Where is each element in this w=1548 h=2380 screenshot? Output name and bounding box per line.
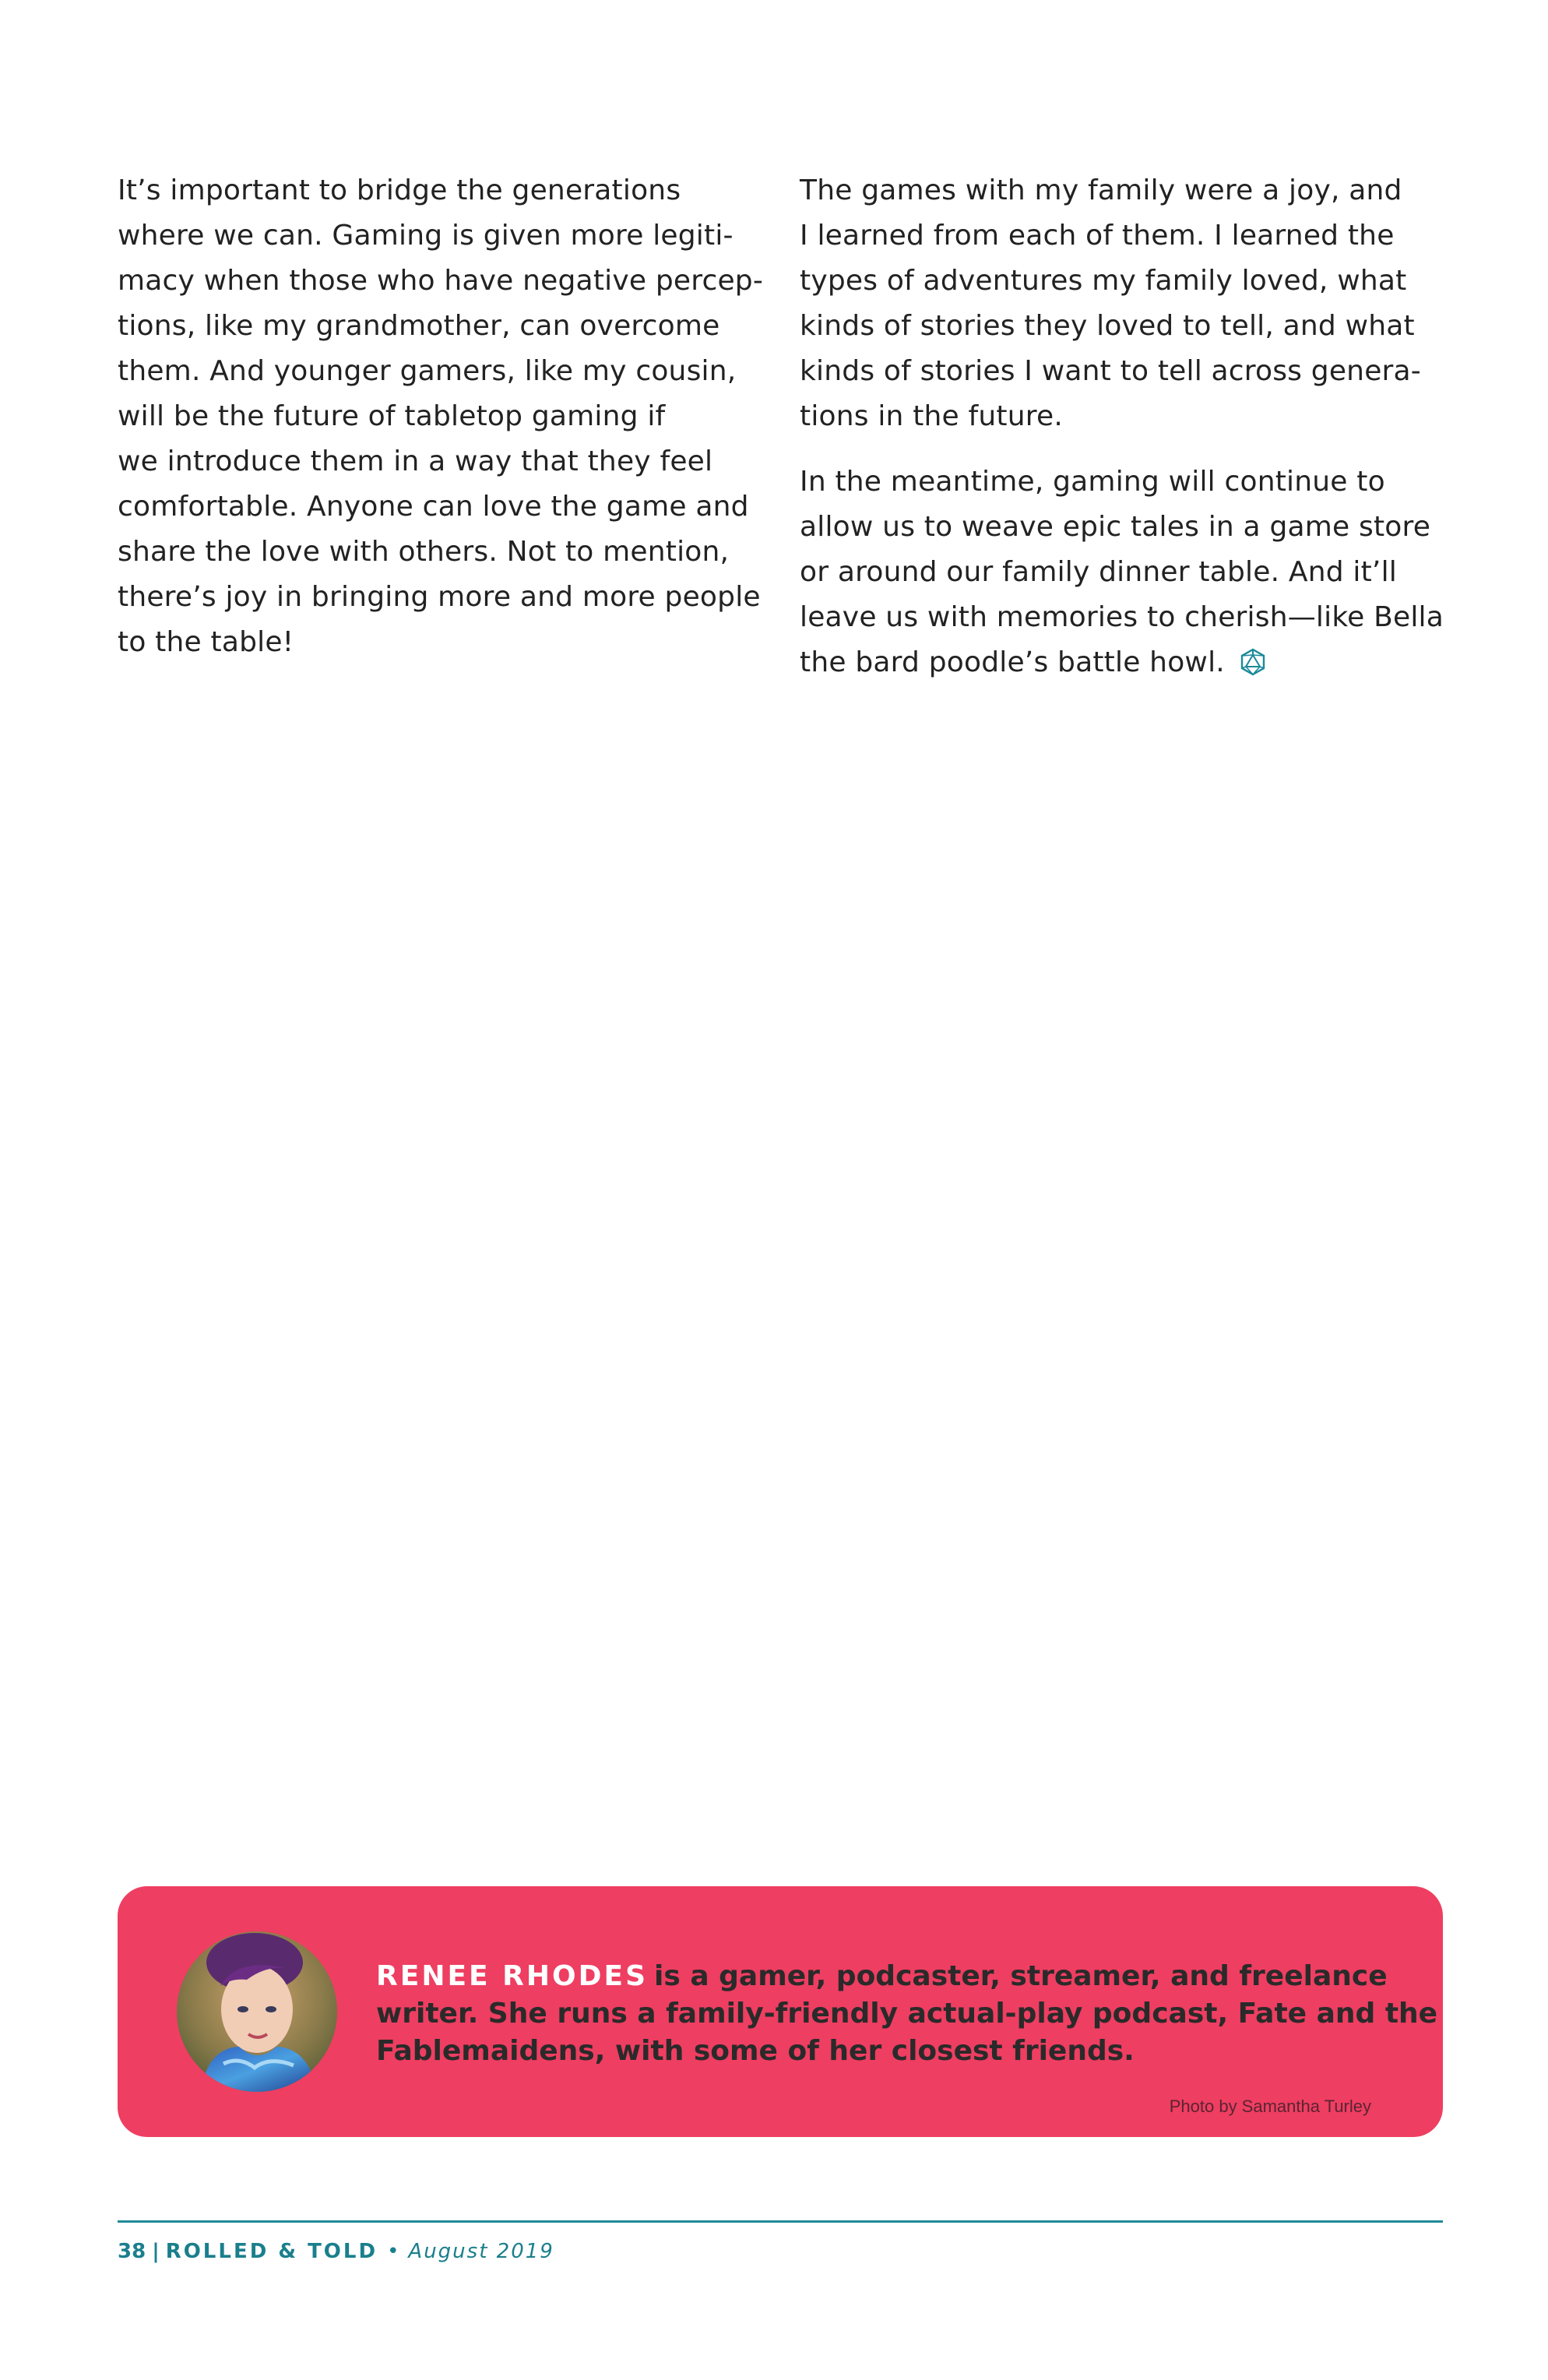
bio-line-text: is a gamer, podcaster, streamer, and freelance (654, 1960, 1388, 1992)
article-left-column (118, 168, 764, 685)
page-footer (118, 2240, 554, 2263)
text-line: tions in the future. (800, 400, 1063, 432)
author-avatar (177, 1931, 337, 2092)
footer-divider (118, 2220, 1443, 2223)
text-line: macy when those who have negative percep- (118, 265, 764, 297)
text-line: to the table! (118, 626, 294, 658)
text-line (800, 640, 1446, 685)
text-line: It’s important to bridge the generations (118, 174, 681, 206)
magazine-title: ROLLED & TOLD (165, 2240, 378, 2263)
page-number: 38 (118, 2240, 146, 2263)
bio-line: Fablemaidens, with some of her closest friends. (376, 2035, 1135, 2067)
footer-bullet: • (387, 2240, 399, 2263)
text-line: kinds of stories they loved to tell, and what (800, 310, 1415, 342)
footer-separator: | (152, 2240, 160, 2263)
text-line: kinds of stories I want to tell across genera- (800, 355, 1422, 387)
text-line-content: the bard poodle’s battle howl. (800, 646, 1225, 678)
text-line: tions, like my grandmother, can overcome (118, 310, 720, 342)
paragraph (800, 168, 1446, 439)
paragraph (118, 168, 764, 665)
text-line: types of adventures my family loved, what (800, 265, 1407, 297)
photo-credit: Photo by Samantha Turley (1169, 2097, 1371, 2116)
text-line: share the love with others. Not to mention, (118, 536, 730, 568)
text-line: there’s joy in bringing more and more people (118, 581, 761, 613)
bio-line: writer. She runs a family-friendly actual-play podcast, Fate and the (376, 1998, 1438, 2030)
text-line: them. And younger gamers, like my cousin, (118, 355, 737, 387)
article-right-column (800, 168, 1446, 706)
paragraph (800, 459, 1446, 685)
author-photo (177, 1931, 337, 2092)
text-line: I learned from each of them. I learned the (800, 220, 1395, 252)
issue-date: August 2019 (408, 2240, 554, 2263)
text-line: we introduce them in a way that they feel (118, 445, 713, 477)
d20-dice-icon (1239, 648, 1267, 676)
text-line: will be the future of tabletop gaming if (118, 400, 666, 432)
text-line: allow us to weave epic tales in a game store (800, 511, 1431, 543)
bio-line (376, 1958, 1388, 1995)
text-line: comfortable. Anyone can love the game and (118, 491, 749, 523)
text-line: where we can. Gaming is given more legiti- (118, 220, 734, 252)
author-name: RENEE RHODES (376, 1960, 649, 1992)
author-bio-box (118, 1886, 1443, 2137)
author-bio-text (376, 1958, 1438, 2070)
text-line: or around our family dinner table. And it’ll (800, 556, 1397, 588)
text-line: In the meantime, gaming will continue to (800, 466, 1385, 498)
text-line: leave us with memories to cherish—like Bella (800, 601, 1444, 633)
text-line: The games with my family were a joy, and (800, 174, 1402, 206)
